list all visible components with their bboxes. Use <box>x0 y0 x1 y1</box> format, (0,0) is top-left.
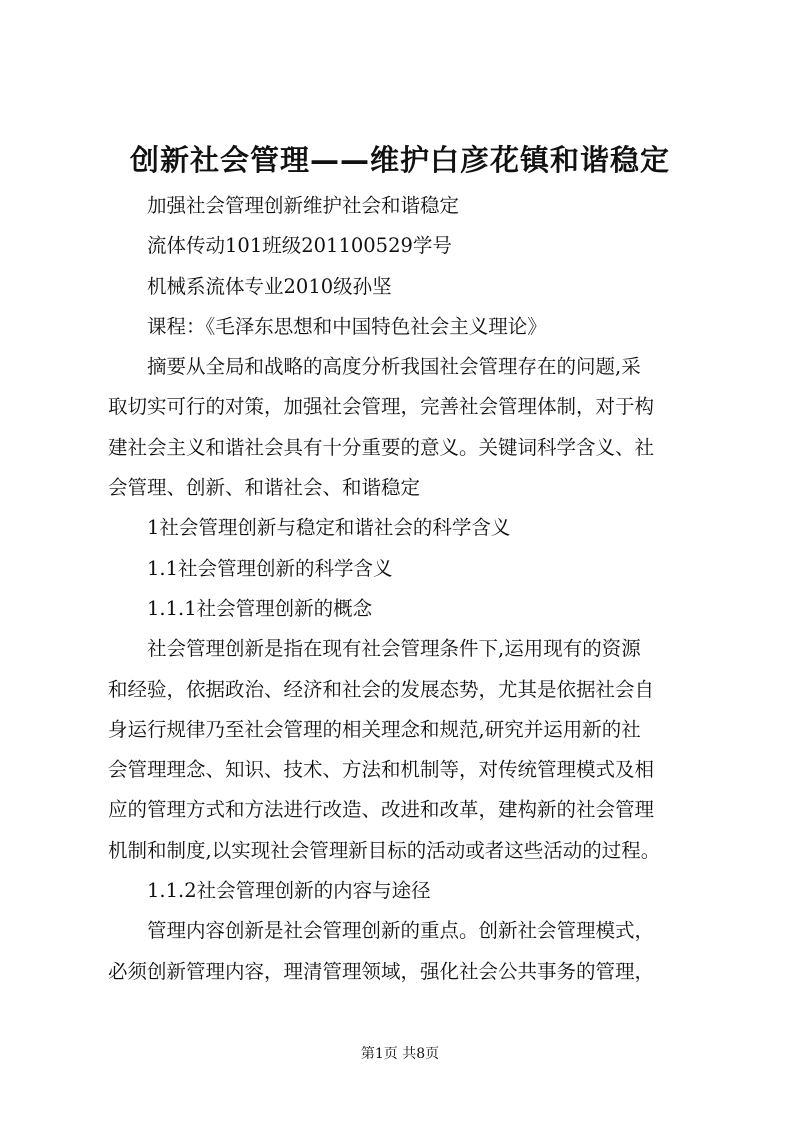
body-line: 建社会主义和谐社会具有十分重要的意义。关键词科学含义、社 <box>108 435 655 459</box>
subsection-heading: 1.1.1社会管理创新的概念 <box>147 596 373 620</box>
body-line: 和经验，依据政治、经济和社会的发展态势，尤其是依据社会自 <box>108 677 655 701</box>
document-title: 创新社会管理——维护白彦花镇和谐稳定 <box>129 143 670 177</box>
body-line: 会管理、创新、和谐社会、和谐稳定 <box>108 476 421 500</box>
body-line: 社会管理创新是指在现有社会管理条件下,运用现有的资源 <box>147 637 641 661</box>
subsection-heading: 1.1社会管理创新的科学含义 <box>147 556 393 580</box>
body-line: 机制和制度,以实现社会管理新目标的活动或者这些活动的过程。 <box>108 838 661 862</box>
body-line: 管理内容创新是社会管理创新的重点。创新社会管理模式， <box>147 919 655 943</box>
body-line: 流体传动101班级201100529学号 <box>147 234 452 258</box>
body-line: 取切实可行的对策，加强社会管理，完善社会管理体制，对于构 <box>108 395 655 419</box>
document-body <box>108 186 700 992</box>
body-line: 摘要从全局和战略的高度分析我国社会管理存在的问题,采 <box>147 355 641 379</box>
subsection-heading: 1.1.2社会管理创新的内容与途径 <box>147 879 431 903</box>
body-line: 机械系流体专业2010级孙坚 <box>147 274 392 298</box>
body-line: 必须创新管理内容，理清管理领域，强化社会公共事务的管理， <box>108 959 655 983</box>
body-line: 加强社会管理创新维护社会和谐稳定 <box>147 194 460 217</box>
section-heading: 1社会管理创新与稳定和谐社会的科学含义 <box>147 516 511 540</box>
page-number: 第1页 共8页 <box>360 1046 440 1062</box>
body-line: 应的管理方式和方法进行改造、改进和改革，建构新的社会管理 <box>108 798 655 822</box>
body-line: 身运行规律乃至社会管理的相关理念和规范,研究并运用新的社 <box>108 717 641 741</box>
body-line: 会管理理念、知识、技术、方法和机制等，对传统管理模式及相 <box>108 758 655 782</box>
body-line: 课程：《毛泽东思想和中国特色社会主义理论》 <box>147 314 547 338</box>
